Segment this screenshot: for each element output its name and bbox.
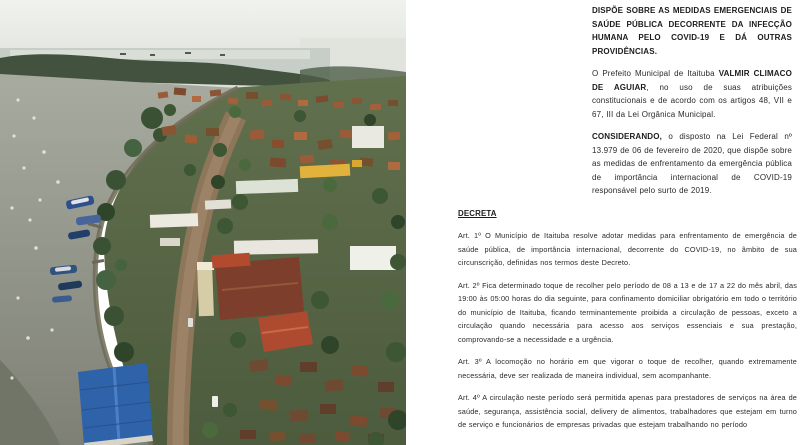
considering-label: CONSIDERANDO, (592, 132, 662, 141)
car (188, 318, 193, 327)
car (212, 396, 218, 407)
decree-subject: DISPÕE SOBRE AS MEDIDAS EMERGENCIAIS DE SAÚDE PÚBLICA DECORRENTE DA INFECÇÃO HUMANA PELO COVID-19 E DÁ OUTRAS PROVIDÊNCIAS. (592, 6, 792, 56)
decree-article-3: Art. 3º A locomoção no horário em que vigorar o toque de recolher, quando extremamente necessária, deve ser realizada de maneira individual, sem acompanhante. (458, 357, 797, 380)
preamble-text: O Prefeito Municipal de Itaituba (592, 69, 719, 78)
decree-article-2: Art. 2º Fica determinado toque de recolher pelo período de 08 a 13 e de 17 a 22 do mês abril, das 19:00 às 05:00 horas do dia seguinte, para confinamento domiciliar obrigatório em todo o território do município de Itaituba, ficando terminantemente proibida a circulação de pessoas, exceto a circulação quando necessária para acesso aos serviços essenciais e sua prestação, comprovando-se a necessidade e a urgência. (458, 280, 797, 344)
decree-document (406, 0, 800, 445)
decree-preamble (592, 67, 792, 121)
mayor-name: VALMIR CLIMACO DE AGUIAR (592, 69, 792, 92)
decreta-heading: DECRETA (458, 208, 497, 218)
decree-article-1: Art. 1º O Município de Itaituba resolve adotar medidas para enfrentamento de emergência de saúde pública, de importância internacional, decorrente do COVID-19, no âmbito de sua circunscrição, definidas nos termos deste Decreto. (458, 231, 797, 267)
preamble-text: , no uso de suas atribuições constitucionais e de acordo com os artigos 48, VII e 67, III da Lei Orgânica Municipal. (592, 82, 792, 119)
decree-article-4: Art. 4º A circulação neste período será permitida apenas para prestadores de serviços na área de saúde, segurança, assistência social, delivery de alimentos, trabalhadores que estejam em turno de serviço e funcionários de empresas privadas que estejam trabalhando no período (458, 393, 797, 429)
blue-roof-building (78, 363, 153, 445)
considering-text: o disposto na Lei Federal nº 13.979 de 06 de fevereiro de 2020, que dispõe sobre as medidas de enfrentamento da emergência pública de importância internacional de COVID-19 responsável pelo surto de 2019. (592, 132, 792, 195)
decree-text-column (458, 4, 797, 441)
considering-clause (592, 130, 792, 198)
